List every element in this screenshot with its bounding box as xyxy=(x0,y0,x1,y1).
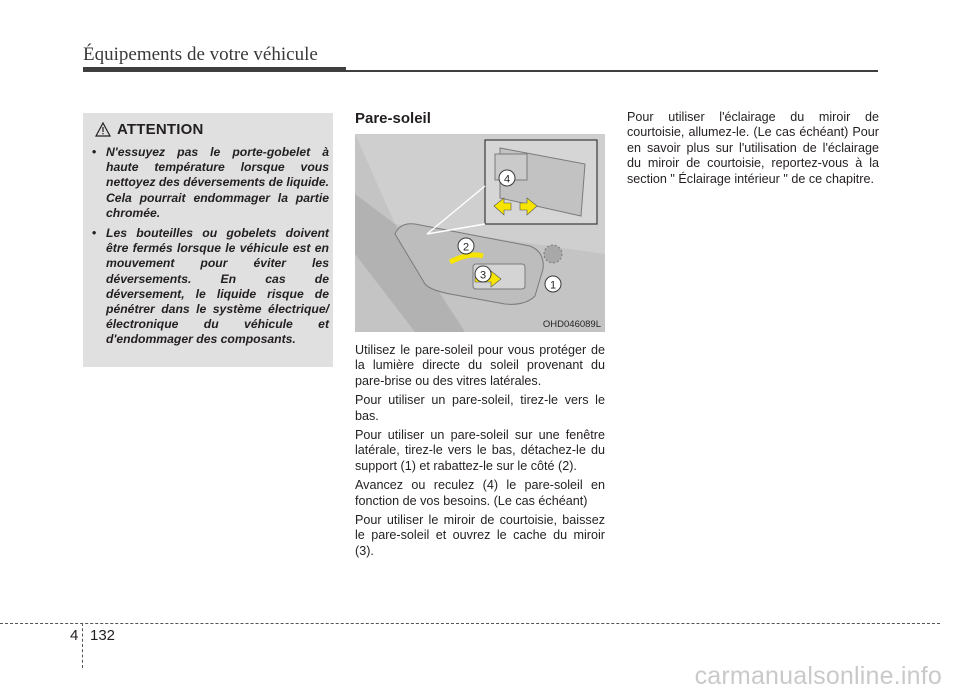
chapter-number: 4 xyxy=(70,627,79,644)
attention-list xyxy=(91,145,329,353)
svg-text:3: 3 xyxy=(479,269,487,282)
attention-item-text: N'essuyez pas le porte-gobelet à haute température lorsque vous nettoyez des déversements de liquide. Cela pourrait endommager la partie chromée. xyxy=(106,145,329,220)
svg-text:2: 2 xyxy=(462,241,470,254)
header-rule-thick xyxy=(83,67,346,72)
footer-divider xyxy=(82,623,83,668)
attention-header xyxy=(95,121,204,138)
sun-visor-figure xyxy=(355,134,605,332)
footer-rule xyxy=(0,623,940,624)
attention-item-text: Les bouteilles ou gobelets doivent être fermés lorsque le véhicule est en mouvement pour éviter les déversements. En cas de déversement, le liquide risque de pénétrer dans le système électrique/électronique du véhicule et d'endommager des composants. xyxy=(106,226,329,347)
paragraph: Pour utiliser un pare-soleil sur une fenêtre latérale, tirez-le vers le bas, détachez-le du support (1) et rabattez-le sur le côté (2). xyxy=(355,428,605,473)
page-header-title: Équipements de votre véhicule xyxy=(83,44,318,65)
section-title: Pare-soleil xyxy=(355,110,431,127)
right-column-text xyxy=(627,110,879,191)
sun-visor-illustration xyxy=(355,134,605,332)
paragraph: Pour utiliser l'éclairage du miroir de courtoisie, allumez-le. (Le cas échéant) Pour en savoir plus sur l'utilisation de l'éclairage du miroir de courtoisie, reportez-vous à la section " Éclairage intérieur " de ce chapitre. xyxy=(627,110,879,186)
attention-item: • N'essuyez pas le porte-gobelet à haute température lorsque vous nettoyez des déversements de liquide. Cela pourrait endommager la partie chromée. xyxy=(92,145,329,220)
attention-item: • Les bouteilles ou gobelets doivent être fermés lorsque le véhicule est en mouvement pour éviter les déversements. En cas de déversement, le liquide risque de pénétrer dans le système électrique/électronique du véhicule et d'endommager des composants. xyxy=(92,226,329,347)
svg-text:4: 4 xyxy=(503,173,511,186)
warning-triangle-icon xyxy=(95,122,111,137)
attention-box xyxy=(83,113,333,367)
paragraph: Utilisez le pare-soleil pour vous protéger de la lumière directe du soleil provenant du pare-brise ou des vitres latérales. xyxy=(355,343,605,388)
callout-1 xyxy=(545,276,561,292)
watermark-text: carmanualsonline.info xyxy=(694,662,942,690)
paragraph: Avancez ou reculez (4) le pare-soleil en fonction de vos besoins. (Le cas échéant) xyxy=(355,478,605,508)
paragraph: Pour utiliser un pare-soleil, tirez-le vers le bas. xyxy=(355,393,605,423)
callout-3 xyxy=(475,266,491,282)
callout-4 xyxy=(499,170,515,186)
header-rule-thin xyxy=(346,70,878,72)
middle-column-text xyxy=(355,343,605,563)
paragraph: Pour utiliser le miroir de courtoisie, baissez le pare-soleil et ouvrez le cache du miroir (3). xyxy=(355,513,605,558)
page-number: 132 xyxy=(90,627,116,644)
svg-text:1: 1 xyxy=(549,279,557,292)
attention-title: ATTENTION xyxy=(117,121,204,138)
callout-2 xyxy=(458,238,474,254)
figure-code: OHD046089L xyxy=(542,319,601,330)
